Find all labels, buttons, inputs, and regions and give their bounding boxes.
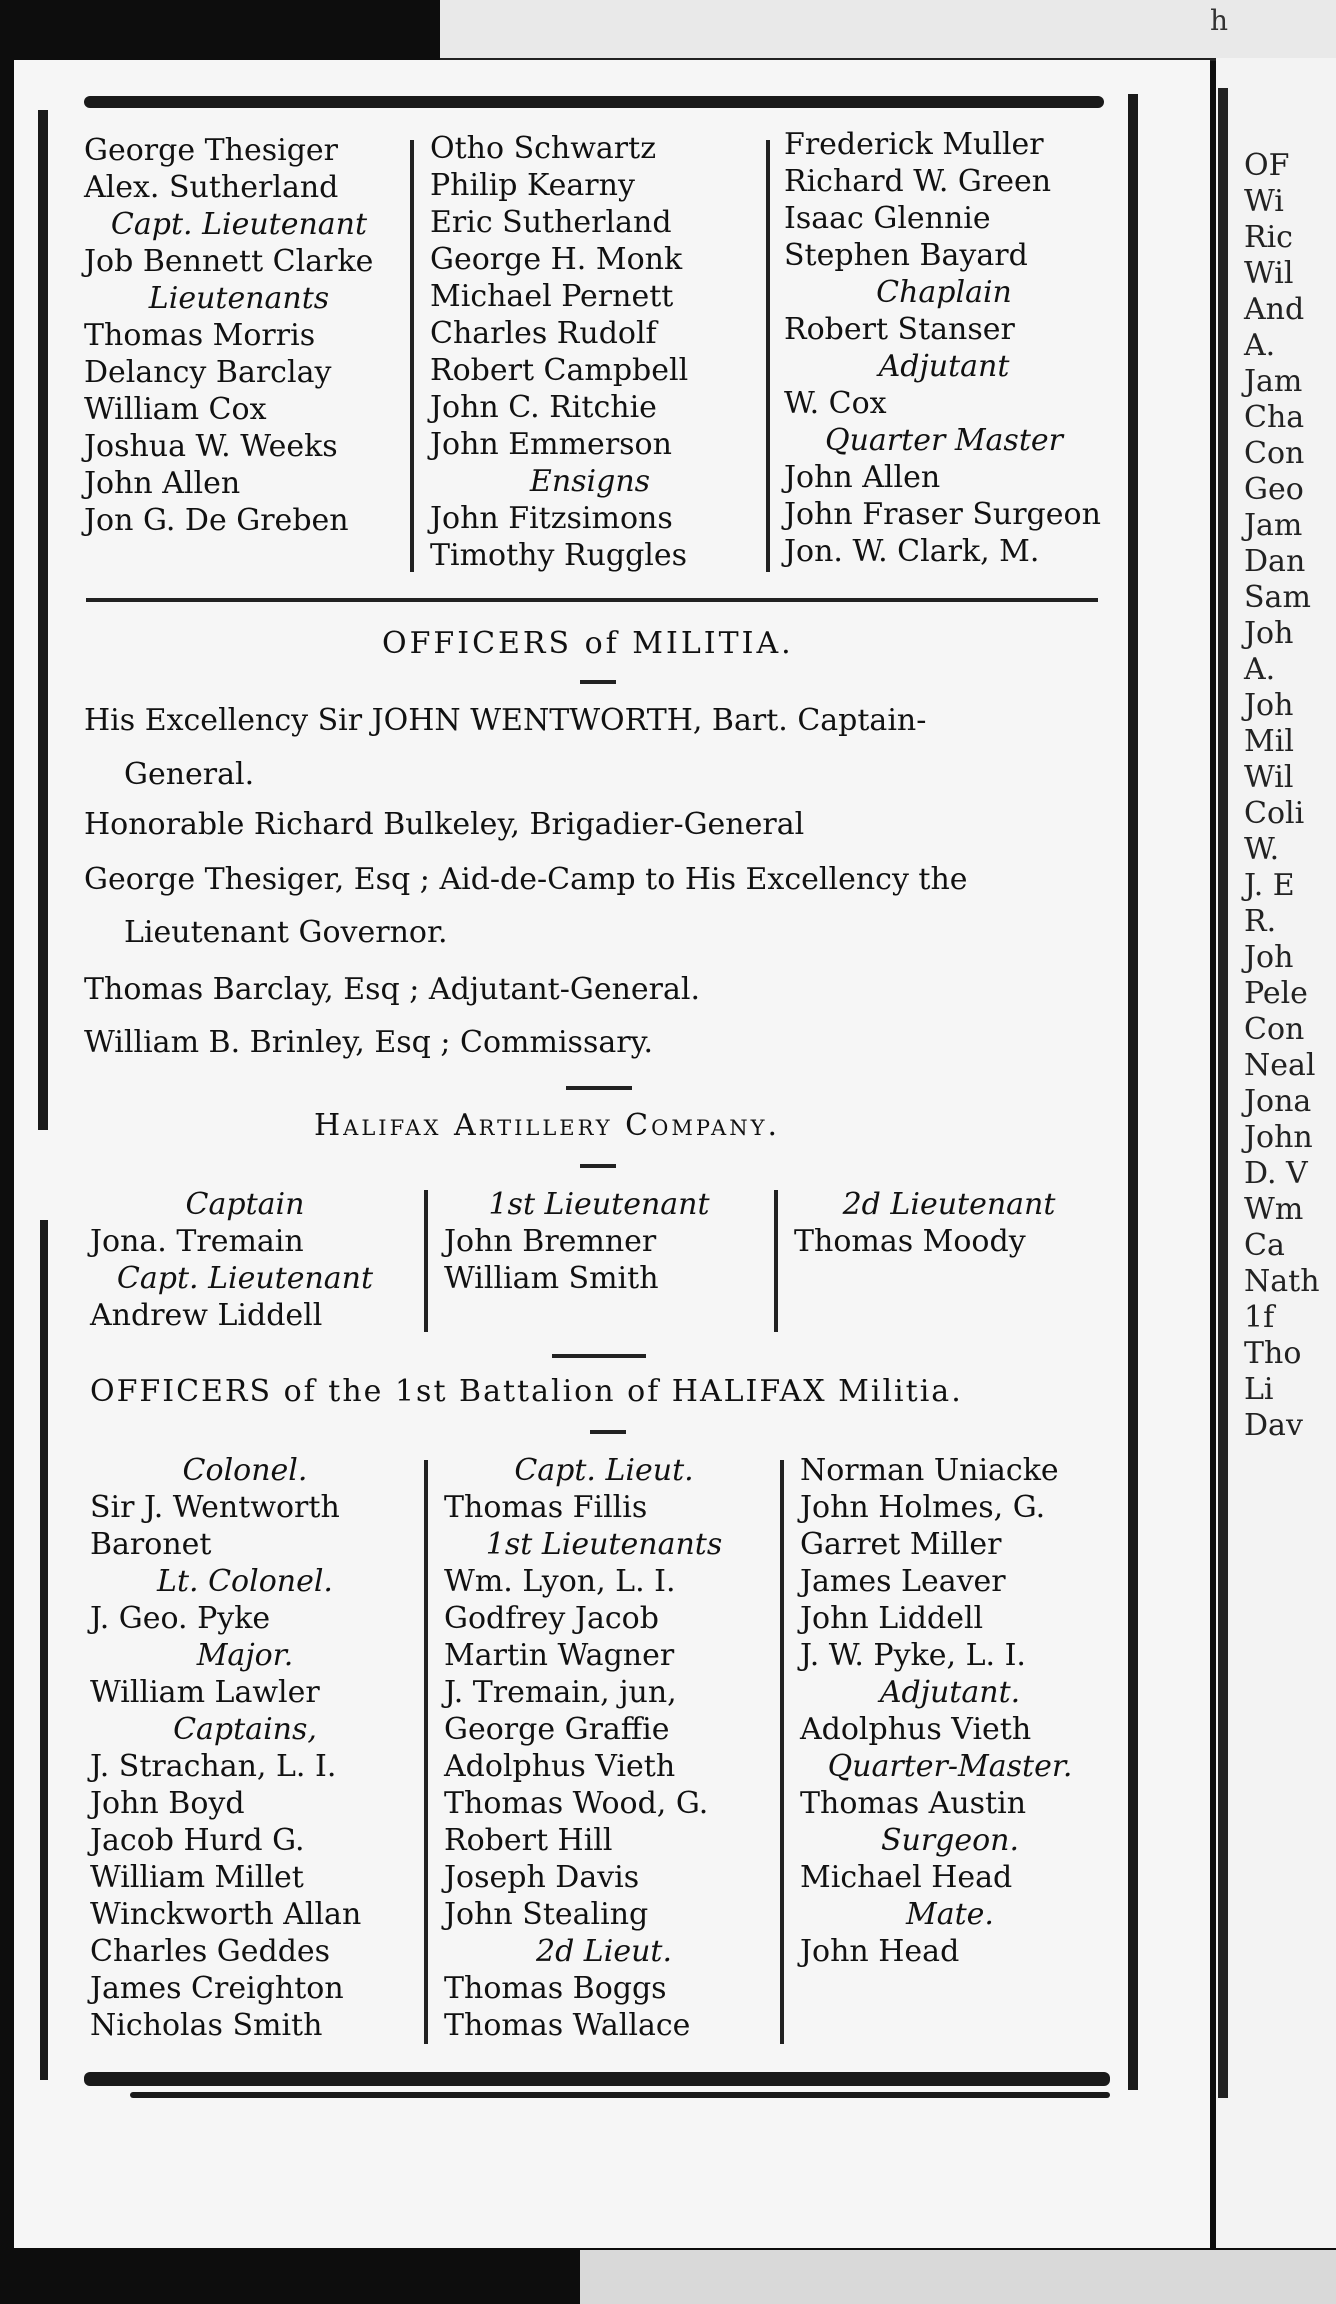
facing-page-fragment-text: Joh xyxy=(1244,940,1294,975)
rank-title: Capt. Lieutenant xyxy=(116,1261,374,1296)
officer-name: Thomas Morris xyxy=(84,318,316,353)
rank-title: Capt. Lieutenant xyxy=(110,207,368,242)
officer-name: George Thesiger xyxy=(84,133,338,168)
officer-name: Thomas Fillis xyxy=(444,1490,648,1525)
officer-name: William Cox xyxy=(84,392,267,427)
officer-name: Sir J. Wentworth xyxy=(90,1490,340,1525)
rank-title: 1st Lieutenants xyxy=(485,1527,723,1562)
facing-page-fragment-text: A. xyxy=(1244,328,1276,363)
militia-line: Thomas Barclay, Esq ; Adjutant-General. xyxy=(84,972,701,1007)
facing-page-fragment-text: W. xyxy=(1244,832,1280,867)
facing-page-fragment-text: Dan xyxy=(1244,544,1306,579)
officer-name: James Creighton xyxy=(90,1971,344,2006)
officer-name: J. Strachan, L. I. xyxy=(90,1749,337,1784)
officer-name: Richard W. Green xyxy=(784,164,1052,199)
rank-title: 2d Lieutenant xyxy=(842,1187,1056,1222)
officer-name: John Fitzsimons xyxy=(430,501,673,536)
facing-page-fragment-text: Neal xyxy=(1244,1048,1316,1083)
officer-name: Michael Head xyxy=(800,1860,1013,1895)
rank-title: Surgeon. xyxy=(880,1823,1020,1858)
facing-page-fragment-text: Wil xyxy=(1244,256,1294,291)
officer-name: Jon G. De Greben xyxy=(84,503,349,538)
battalion-column-1 xyxy=(90,1452,400,2044)
ornament-rule-top xyxy=(84,96,1104,108)
rank-title: 2d Lieut. xyxy=(535,1934,672,1969)
facing-page-fragment-text: Tho xyxy=(1244,1336,1302,1371)
officer-name: John Liddell xyxy=(800,1601,984,1636)
facing-page-fragment-text: And xyxy=(1244,292,1305,327)
officer-name: Robert Campbell xyxy=(430,353,689,388)
facing-page-fragment-text: Joh xyxy=(1244,688,1294,723)
officer-name: Charles Geddes xyxy=(90,1934,331,1969)
facing-page-fragment-text: Ric xyxy=(1244,220,1293,255)
officer-name: George Graffie xyxy=(444,1712,670,1747)
facing-page-fragment-text: Jam xyxy=(1244,508,1303,543)
officer-name: Thomas Wallace xyxy=(444,2008,691,2043)
officer-name: Charles Rudolf xyxy=(430,316,657,351)
rank-title: Lieutenants xyxy=(148,281,330,316)
officer-name: Delancy Barclay xyxy=(84,355,332,390)
officer-name: Robert Stanser xyxy=(784,312,1015,347)
officer-name: George H. Monk xyxy=(430,242,683,277)
officer-name: John Boyd xyxy=(90,1786,245,1821)
officer-name: John Allen xyxy=(784,460,941,495)
rank-title: Adjutant. xyxy=(879,1675,1021,1710)
short-dash xyxy=(552,1354,646,1358)
officer-name: Jacob Hurd G. xyxy=(90,1823,305,1858)
artillery-column-2 xyxy=(444,1186,754,1297)
officer-name: J. Tremain, jun, xyxy=(444,1675,677,1710)
top-column-1 xyxy=(84,132,394,539)
officer-name: William Lawler xyxy=(90,1675,320,1710)
ornament-rule-bottom-2 xyxy=(130,2092,1110,2098)
ornament-rule-bottom xyxy=(84,2072,1110,2086)
militia-line: Lieutenant Governor. xyxy=(124,915,448,950)
officer-name: Garret Miller xyxy=(800,1527,1002,1562)
officer-name: Martin Wagner xyxy=(444,1638,675,1673)
officer-name: Alex. Sutherland xyxy=(84,170,339,205)
top-page-edge xyxy=(440,0,1336,61)
battalion-column-3 xyxy=(800,1452,1100,1970)
officer-name: John Allen xyxy=(84,466,241,501)
officer-name: John C. Ritchie xyxy=(430,390,657,425)
column-rule xyxy=(410,140,414,572)
facing-page-fragment-text: Pele xyxy=(1244,976,1308,1011)
column-rule xyxy=(780,1460,784,2044)
facing-page-text xyxy=(1244,148,1320,1444)
militia-line: General. xyxy=(124,757,255,792)
short-dash xyxy=(566,1086,632,1090)
officer-name: Thomas Boggs xyxy=(444,1971,667,2006)
artillery-column-1 xyxy=(90,1186,400,1334)
facing-page-fragment-text: Li xyxy=(1244,1372,1274,1407)
column-rule xyxy=(766,140,770,572)
officer-name: John Stealing xyxy=(444,1897,649,1932)
facing-page-fragment-text: Wi xyxy=(1244,184,1284,219)
facing-page-fragment xyxy=(1216,58,1336,2248)
militia-line: William B. Brinley, Esq ; Commissary. xyxy=(84,1025,654,1060)
border-right xyxy=(1128,94,1138,2090)
officer-name: John Bremner xyxy=(444,1224,657,1259)
officer-name: Norman Uniacke xyxy=(800,1453,1059,1488)
bottom-page-edge xyxy=(580,2250,1336,2304)
section-rule xyxy=(86,598,1098,602)
facing-page-fragment-text: A. xyxy=(1244,652,1276,687)
officer-name: Thomas Austin xyxy=(800,1786,1027,1821)
column-rule xyxy=(774,1190,778,1332)
officer-name: Jon. W. Clark, M. xyxy=(784,534,1040,569)
facing-page-fragment-text: Con xyxy=(1244,436,1305,471)
facing-page-fragment-text: Wil xyxy=(1244,760,1294,795)
rank-title: Captain xyxy=(185,1187,305,1222)
facing-page-fragment-text: Geo xyxy=(1244,472,1304,507)
facing-page-fragment-text: Nath xyxy=(1244,1264,1320,1299)
rank-title: Mate. xyxy=(906,1897,994,1932)
facing-page-fragment-text: OF xyxy=(1244,148,1290,183)
officer-name: John Holmes, G. xyxy=(800,1490,1046,1525)
officer-name: Joseph Davis xyxy=(444,1860,640,1895)
facing-page-fragment-text: Cha xyxy=(1244,400,1305,435)
facing-page-border xyxy=(1218,88,1228,2098)
officer-name: William Smith xyxy=(444,1261,659,1296)
officer-name: Frederick Muller xyxy=(784,127,1044,162)
officer-name: Andrew Liddell xyxy=(90,1298,323,1333)
rank-title: Capt. Lieut. xyxy=(514,1453,694,1488)
facing-page-fragment-text: 1f xyxy=(1244,1300,1275,1335)
officer-name: J. Geo. Pyke xyxy=(90,1601,271,1636)
rank-title: Lt. Colonel. xyxy=(157,1564,333,1599)
facing-page-fragment-text: Dav xyxy=(1244,1408,1303,1443)
border-left xyxy=(38,110,48,1130)
officer-name: Nicholas Smith xyxy=(90,2008,323,2043)
battalion-heading: OFFICERS of the 1st Battalion of HALIFAX Militia. xyxy=(90,1374,963,1409)
facing-page-fragment-text: Ca xyxy=(1244,1228,1285,1263)
officer-name: James Leaver xyxy=(800,1564,1006,1599)
facing-page-fragment-text: R. xyxy=(1244,904,1277,939)
officer-name: Adolphus Vieth xyxy=(444,1749,676,1784)
officer-name: Otho Schwartz xyxy=(430,131,657,166)
militia-line: Honorable Richard Bulkeley, Brigadier-General xyxy=(84,807,805,842)
officer-name: Jona. Tremain xyxy=(90,1224,304,1259)
rank-title: Captains, xyxy=(173,1712,317,1747)
officer-name: Stephen Bayard xyxy=(784,238,1028,273)
short-dash xyxy=(590,1430,626,1434)
officer-name: John Fraser Surgeon xyxy=(784,497,1101,532)
short-dash xyxy=(580,1164,616,1168)
facing-page-fragment-text: Jona xyxy=(1244,1084,1312,1119)
officer-name: John Emmerson xyxy=(430,427,672,462)
officer-name: Winckworth Allan xyxy=(90,1897,362,1932)
battalion-column-2 xyxy=(444,1452,764,2044)
facing-page-fragment-text: John xyxy=(1244,1120,1313,1155)
militia-line: George Thesiger, Esq ; Aid-de-Camp to His Excellency the xyxy=(84,862,968,897)
rank-title: Adjutant xyxy=(878,349,1010,384)
rank-title: Quarter Master xyxy=(825,423,1063,458)
facing-page-fragment-text: D. V xyxy=(1244,1156,1308,1191)
officer-name: John Head xyxy=(800,1934,960,1969)
officer-name: Job Bennett Clarke xyxy=(84,244,374,279)
artillery-column-3 xyxy=(794,1186,1104,1260)
border-left-lower xyxy=(40,1220,48,2080)
rank-title: Colonel. xyxy=(182,1453,308,1488)
top-column-2 xyxy=(430,130,750,574)
militia-heading: OFFICERS of MILITIA. xyxy=(382,626,794,661)
officer-name: Adolphus Vieth xyxy=(800,1712,1032,1747)
officer-name: William Millet xyxy=(90,1860,304,1895)
officer-name: Philip Kearny xyxy=(430,168,635,203)
officer-name: Timothy Ruggles xyxy=(430,538,688,573)
facing-page-fragment-text: Con xyxy=(1244,1012,1305,1047)
facing-page-fragment-text: Mil xyxy=(1244,724,1294,759)
officer-name: Thomas Wood, G. xyxy=(444,1786,709,1821)
officer-name: Eric Sutherland xyxy=(430,205,672,240)
column-rule xyxy=(424,1460,428,2044)
facing-page-fragment-text: Coli xyxy=(1244,796,1305,831)
officer-name: W. Cox xyxy=(784,386,887,421)
facing-page-fragment-text: J. E xyxy=(1244,868,1295,903)
rank-title: 1st Lieutenant xyxy=(488,1187,710,1222)
edge-mark: h xyxy=(1210,4,1229,37)
rank-title: Chaplain xyxy=(876,275,1012,310)
facing-page-fragment-text: Wm xyxy=(1244,1192,1304,1227)
artillery-heading: Halifax Artillery Company. xyxy=(314,1108,780,1143)
facing-page-fragment-text: Sam xyxy=(1244,580,1311,615)
officer-name: Wm. Lyon, L. I. xyxy=(444,1564,676,1599)
top-column-3 xyxy=(784,126,1104,570)
officer-name: Godfrey Jacob xyxy=(444,1601,659,1636)
short-dash xyxy=(580,680,616,684)
rank-title: Ensigns xyxy=(529,464,651,499)
rank-title: Quarter-Master. xyxy=(827,1749,1073,1784)
officer-name: Isaac Glennie xyxy=(784,201,991,236)
officer-name: Thomas Moody xyxy=(794,1224,1026,1259)
officer-name: Michael Pernett xyxy=(430,279,674,314)
column-rule xyxy=(424,1190,428,1332)
officer-name: Joshua W. Weeks xyxy=(84,429,338,464)
militia-line: His Excellency Sir JOHN WENTWORTH, Bart. Captain- xyxy=(84,703,927,738)
officer-name: Robert Hill xyxy=(444,1823,613,1858)
facing-page-fragment-text: Jam xyxy=(1244,364,1303,399)
officer-name: Baronet xyxy=(90,1527,212,1562)
facing-page-fragment-text: Joh xyxy=(1244,616,1294,651)
officer-name: J. W. Pyke, L. I. xyxy=(800,1638,1026,1673)
rank-title: Major. xyxy=(196,1638,294,1673)
